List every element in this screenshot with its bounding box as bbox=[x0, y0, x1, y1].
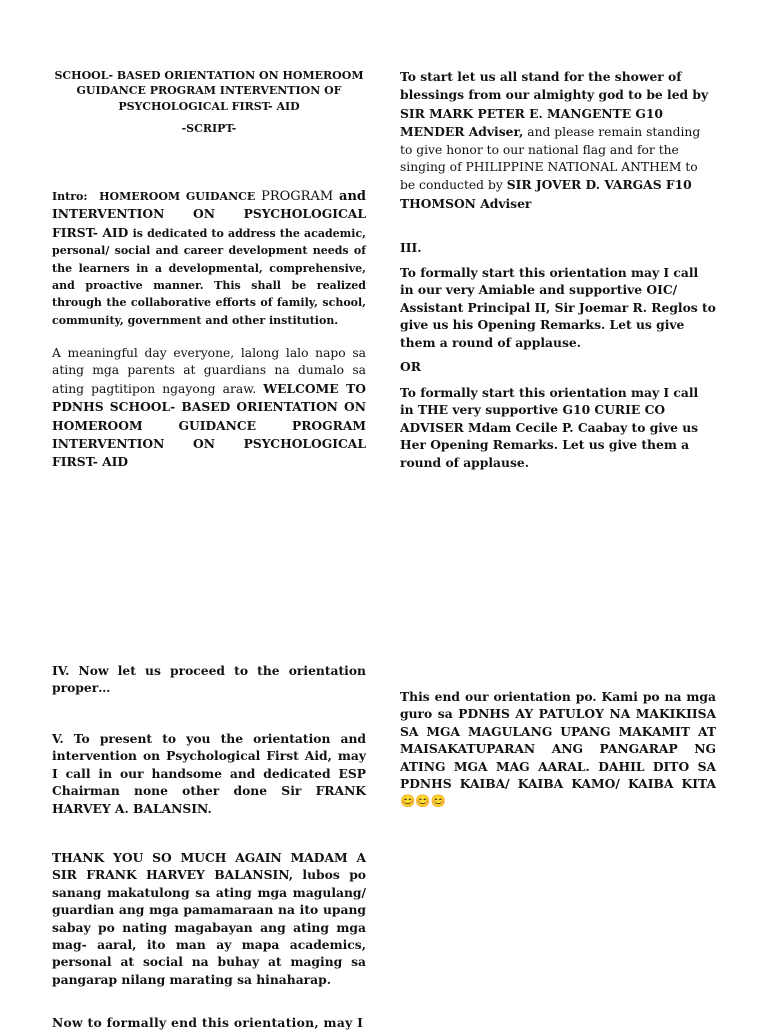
opening-bold-end: SIR JOVER D. VARGAS F10 THOMSON Adviser bbox=[400, 177, 692, 211]
section-iii: III. bbox=[400, 240, 422, 255]
opening-plain-middle: and please remain standing to give honor to our national flag and for the singing of PHILIPPINE NATIONAL ANTHEM to be conducted by bbox=[400, 125, 701, 193]
welcome-paragraph bbox=[52, 345, 366, 472]
intro-paragraph bbox=[52, 188, 366, 329]
welcome-greeting: A meaningful day everyone, lalong lalo napo sa ating mga parents at guardians na dumalo sa ating pagtitipon ngayong araw. bbox=[52, 346, 366, 396]
document-title: SCHOOL- BASED ORIENTATION ON HOMEROOM GUIDANCE PROGRAM INTERVENTION OF PSYCHOLOGICAL FIRST- AID bbox=[54, 69, 364, 113]
section-v: V. To present to you the orientation and intervention on Psychological First Aid, may I call in our handsome and dedicated ESP Chairman none other done Sir FRANK HARVEY A. BALANSIN. bbox=[52, 731, 366, 816]
opening-bold-start: To start let us all stand for the shower of blessings from our almighty god to be led by SIR MARK PETER E. MANGENTE G10 MENDER Adviser, bbox=[400, 69, 709, 140]
intro-lead: Intro: bbox=[52, 190, 88, 203]
intro-heading-start: HOMEROOM GUIDANCE bbox=[99, 190, 256, 203]
intro-program-word: PROGRAM bbox=[261, 189, 334, 204]
section-iv: IV. Now let us proceed to the orientation proper… bbox=[52, 663, 366, 696]
intro-heading-rest: INTERVENTION ON PSYCHOLOGICAL FIRST- AID bbox=[52, 206, 366, 240]
closing-paragraph: This end our orientation po. Kami po na mga guro sa PDNHS AY PATULOY NA MAKIKIISA SA MGA MAGULANG UPANG MAKAMIT AT MAISAKATUPARAN ANG PANGARAP NG ATING MGA MAG AARAL. DAHIL DITO SA PDNHS KAIBA/ KAIBA KAMO/ KAIBA KITA 😊😊😊 bbox=[400, 689, 716, 809]
opening-paragraph bbox=[400, 68, 716, 213]
cut-off-line: Now to formally end this orientation, may I bbox=[52, 1015, 364, 1030]
remarks-option-a: To formally start this orientation may I call in our very Amiable and supportive OIC/ Assistant Principal II, Sir Joemar R. Reglos to give us his Opening Remarks. Let us give them a round of applause. bbox=[400, 265, 716, 350]
thank-you-paragraph: THANK YOU SO MUCH AGAIN MADAM A SIR FRANK HARVEY BALANSIN, lubos po sanang makatulong sa ating mga magulang/ guardian ang mga pamamaraan na ito upang sabay po nating magabayan ang ating mga mag- aaral, ito man ay mapa academics, personal at social na buhay at maging sa pangarap nilang marating sa hinaharap. bbox=[52, 850, 366, 987]
script-label: -SCRIPT- bbox=[181, 122, 237, 135]
intro-body: is dedicated to address the academic, personal/ social and career development needs of the learners in a developmental, comprehensive, and proactive manner. This shall be realized through the collaborative efforts of family, school, community, government and other institution. bbox=[52, 226, 366, 327]
welcome-title: WELCOME TO PDNHS SCHOOL- BASED ORIENTATION ON HOMEROOM GUIDANCE PROGRAM INTERVENTION ON PSYCHOLOGICAL FIRST- AID bbox=[52, 380, 366, 470]
remarks-option-b: To formally start this orientation may I call in THE very supportive G10 CURIE CO ADVISER Mdam Cecile P. Caabay to give us Her Opening Remarks. Let us give them a round of applause. bbox=[400, 385, 699, 470]
intro-and-word: and bbox=[339, 189, 366, 204]
or-label: OR bbox=[400, 359, 421, 374]
